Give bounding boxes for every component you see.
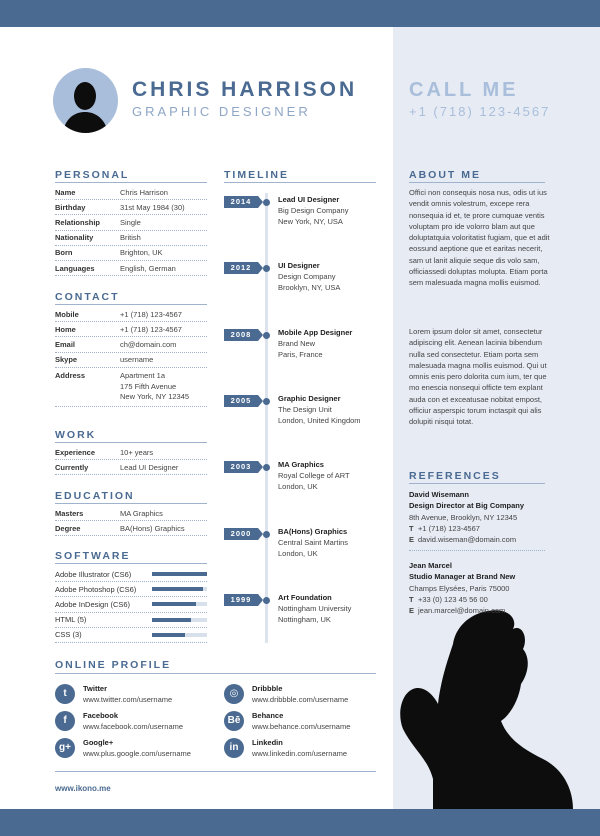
skill-bar-fill: [152, 618, 191, 622]
top-bar: [0, 0, 600, 27]
timeline-entry-title: BA(Hons) Graphics: [278, 527, 348, 536]
skill-bar-fill: [152, 633, 185, 637]
social-text: [252, 710, 350, 732]
reference-email[interactable]: jean.marcel@domain.com: [418, 606, 506, 616]
software-row: [55, 567, 207, 582]
reference-phone[interactable]: +33 (0) 123 45 56 00: [418, 594, 488, 604]
behance-icon: Bē: [224, 711, 244, 731]
social-url[interactable]: www.linkedin.com/username: [252, 749, 348, 758]
row-key: Address: [55, 371, 86, 380]
software-label: CSS (3): [55, 630, 82, 640]
row-key: Currently: [55, 462, 89, 472]
section-title-online-profile: ONLINE PROFILE: [55, 659, 172, 671]
about-paragraph-1: Offici non consequis nosa nus, odis ut ius vendit omnis volestrum, excepe rera nonsequia id et, te prore cumquae ventis voluptam pro ide volorro blam aut que doluptatquia voloritatist fugiam, que et adit eossund aeptione que et earitas necerit, sam ut lanit aliquie seque dis volo sam, officiassedi doluptas molupta. Etiam porta sem malesuada magna mollis euismod.: [409, 188, 550, 288]
address-row: [55, 371, 207, 407]
social-url[interactable]: www.plus.google.com/username: [83, 749, 191, 758]
job-title: GRAPHIC DESIGNER: [132, 104, 311, 119]
email-label: E: [409, 606, 415, 616]
contact-row: [55, 307, 207, 322]
social-text: [83, 683, 172, 705]
timeline-dot: [263, 265, 270, 272]
personal-row: [55, 200, 207, 215]
timeline-entry-detail: Brand New: [278, 339, 316, 348]
timeline-axis: [265, 193, 268, 643]
section-title-education: EDUCATION: [55, 490, 135, 502]
address-line: Apartment 1a: [120, 371, 166, 380]
divider: [409, 483, 545, 484]
skill-bar: [152, 587, 207, 591]
timeline-year: 2000: [224, 528, 258, 540]
person-avatar-icon: [53, 68, 118, 133]
software-label: Adobe InDesign (CS6): [55, 599, 131, 609]
software-list: [55, 567, 207, 643]
reference-address: 8th Avenue, Brooklyn, NY 12345: [409, 512, 518, 522]
row-value[interactable]: +1 (718) 123-4567: [120, 324, 182, 334]
personal-row: [55, 215, 207, 230]
section-title-about: ABOUT ME: [409, 169, 481, 181]
reference-phone[interactable]: +1 (718) 123-4567: [418, 523, 480, 533]
software-row: [55, 628, 207, 643]
timeline-entry-detail: Brooklyn, NY, USA: [278, 283, 341, 292]
social-name: Linkedin: [252, 738, 283, 747]
social-text: [252, 683, 348, 705]
social-name: Behance: [252, 711, 284, 720]
contact-row: [55, 322, 207, 337]
software-row: [55, 582, 207, 597]
timeline-dot: [263, 464, 270, 471]
timeline-year: 2008: [224, 329, 258, 341]
timeline-entry-title: Graphic Designer: [278, 394, 341, 403]
section-title-references: REFERENCES: [409, 470, 501, 482]
timeline-entry-detail: London, UK: [278, 549, 318, 558]
timeline-entry-detail: Paris, France: [278, 350, 323, 359]
row-key: Degree: [55, 523, 81, 533]
social-link-google[interactable]: [55, 737, 191, 759]
social-name: Twitter: [83, 684, 108, 693]
divider: [55, 503, 207, 504]
education-row: [55, 506, 207, 521]
contact-row: [55, 353, 207, 368]
row-key: Relationship: [55, 217, 101, 227]
divider: [55, 563, 207, 564]
social-url[interactable]: www.facebook.com/username: [83, 722, 184, 731]
skill-bar: [152, 618, 207, 622]
divider: [55, 442, 207, 443]
reference-role: Studio Manager at Brand New: [409, 572, 516, 582]
timeline-entry: [278, 592, 351, 625]
googleplus-icon: g+: [55, 738, 75, 758]
personal-row: [55, 261, 207, 276]
timeline-entry: [278, 260, 340, 293]
timeline-dot: [263, 597, 270, 604]
personal-row: [55, 231, 207, 246]
call-me-phone[interactable]: +1 (718) 123-4567: [409, 104, 551, 119]
divider: [224, 182, 376, 183]
social-name: Facebook: [83, 711, 119, 720]
skill-bar-fill: [152, 602, 196, 606]
timeline-entry-detail: Design Company: [278, 272, 336, 281]
dribbble-icon: ◎: [224, 684, 244, 704]
row-value: British: [120, 233, 141, 243]
timeline-entry-title: MA Graphics: [278, 460, 324, 469]
divider: [55, 771, 376, 772]
row-value: 31st May 1984 (30): [120, 202, 185, 212]
social-text: [83, 710, 183, 732]
education-row: [55, 521, 207, 536]
software-row: [55, 613, 207, 628]
about-paragraph-2: Lorem ipsum dolor sit amet, consectetur adipiscing elit. Aenean lacinia bibendum nulla sed consectetur. Etiam porta sem malesuada magna mollis euismod. Qui ut omnis enis pero dolorita cum ium, ter que mo enescia nonsequi officte tem explant auda con et exceatusae nobitat empost, officiur asperspic torum inctaspit qui alis dolupiti nisqui totat.: [409, 327, 547, 427]
skill-bar: [152, 633, 207, 637]
avatar: [53, 68, 118, 133]
row-key: Masters: [55, 508, 84, 518]
row-value: 10+ years: [120, 447, 154, 457]
timeline-dot: [263, 531, 270, 538]
timeline-entry-detail: Royal College of ART: [278, 471, 350, 480]
divider: [55, 673, 376, 674]
section-title-work: WORK: [55, 429, 97, 441]
section-title-personal: PERSONAL: [55, 169, 130, 181]
divider: [55, 182, 207, 183]
timeline-entry-title: UI Designer: [278, 261, 320, 270]
timeline-dot: [263, 332, 270, 339]
reference-item: [409, 560, 515, 616]
software-label: Adobe Illustrator (CS6): [55, 569, 132, 579]
phone-label: T: [409, 523, 414, 533]
contact-row: [55, 337, 207, 352]
skill-bar-fill: [152, 587, 203, 591]
personal-table: [55, 185, 207, 276]
facebook-icon: f: [55, 711, 75, 731]
work-table: [55, 445, 207, 475]
software-label: HTML (5): [55, 615, 87, 625]
row-value[interactable]: +1 (718) 123-4567: [120, 309, 182, 319]
reference-address: Champs Elysées, Paris 75000: [409, 583, 510, 593]
software-label: Adobe Photoshop (CS6): [55, 584, 137, 594]
row-value: English, German: [120, 263, 176, 273]
row-value: MA Graphics: [120, 508, 163, 518]
skill-bar: [152, 602, 207, 606]
personal-row: [55, 185, 207, 200]
row-key: Name: [55, 187, 76, 197]
section-title-timeline: TIMELINE: [224, 169, 289, 181]
timeline-year: 2012: [224, 262, 258, 274]
skill-bar-fill: [152, 572, 207, 576]
phone-label: T: [409, 594, 414, 604]
social-link-twitter[interactable]: [55, 683, 172, 705]
section-title-contact: CONTACT: [55, 291, 120, 303]
row-value: Chris Harrison: [120, 187, 168, 197]
social-link-facebook[interactable]: [55, 710, 183, 732]
section-title-software: SOFTWARE: [55, 550, 131, 562]
row-key: Mobile: [55, 309, 79, 319]
timeline-entry-title: Mobile App Designer: [278, 328, 353, 337]
twitter-icon: t: [55, 684, 75, 704]
reference-role: Design Director at Big Company: [409, 501, 525, 511]
row-value: Lead UI Designer: [120, 462, 179, 472]
timeline-entry-detail: Nottingham University: [278, 604, 352, 613]
email-label: E: [409, 535, 415, 545]
address-line: 175 Fifth Avenue: [120, 381, 177, 391]
divider: [409, 550, 545, 551]
reference-email[interactable]: david.wiseman@domain.com: [418, 535, 517, 545]
social-text: [83, 737, 191, 759]
timeline-entry-detail: New York, NY, USA: [278, 217, 343, 226]
skill-bar: [152, 572, 207, 576]
social-url[interactable]: www.behance.com/username: [252, 722, 351, 731]
timeline-entry-detail: London, UK: [278, 482, 318, 491]
timeline-entry-detail: The Design Unit: [278, 405, 332, 414]
timeline-entry-detail: London, United Kingdom: [278, 416, 361, 425]
social-link-dribbble[interactable]: [224, 683, 348, 705]
reference-name: David Wisemann: [409, 490, 469, 499]
call-me-title: CALL ME: [409, 79, 519, 101]
social-url[interactable]: www.dribbble.com/username: [252, 695, 349, 704]
timeline-dot: [263, 398, 270, 405]
row-value: BA(Hons) Graphics: [120, 523, 185, 533]
social-url[interactable]: www.twitter.com/username: [83, 695, 173, 704]
row-key: Skype: [55, 355, 78, 365]
education-table: [55, 506, 207, 536]
timeline-entry-detail: Central Saint Martins: [278, 538, 349, 547]
timeline-entry-detail: Nottingham, UK: [278, 615, 331, 624]
timeline-entry-detail: Big Design Company: [278, 206, 349, 215]
reference-item: [409, 489, 524, 545]
work-row: [55, 445, 207, 460]
row-value: Brighton, UK: [120, 248, 163, 258]
timeline-year: 2014: [224, 196, 258, 208]
row-key: Birthday: [55, 202, 86, 212]
divider: [55, 304, 207, 305]
social-name: Google+: [83, 738, 114, 747]
row-key: Email: [55, 339, 76, 349]
linkedin-icon: in: [224, 738, 244, 758]
contact-table: [55, 307, 207, 368]
software-row: [55, 597, 207, 612]
row-key: Nationality: [55, 233, 94, 243]
social-text: [252, 737, 347, 759]
work-row: [55, 460, 207, 475]
row-value[interactable]: ch@domain.com: [120, 339, 177, 349]
timeline-entry: [278, 393, 361, 426]
timeline-entry: [278, 526, 348, 559]
personal-row: [55, 246, 207, 261]
row-value: Single: [120, 217, 141, 227]
social-link-linkedin[interactable]: [224, 737, 347, 759]
timeline-year: 2003: [224, 461, 258, 473]
row-key: Home: [55, 324, 76, 334]
timeline-year: 1999: [224, 594, 258, 606]
timeline-entry-title: Lead UI Designer: [278, 195, 340, 204]
social-name: Dribbble: [252, 684, 283, 693]
person-silhouette-image: [393, 609, 600, 809]
bottom-bar: [0, 809, 600, 836]
footer-link[interactable]: www.ikono.me: [55, 784, 111, 793]
row-key: Languages: [55, 263, 95, 273]
divider: [409, 182, 545, 183]
timeline-entry: [278, 327, 352, 360]
timeline-entry: [278, 459, 350, 492]
timeline-year: 2005: [224, 395, 258, 407]
social-link-behance[interactable]: [224, 710, 350, 732]
page-title: CHRIS HARRISON: [132, 78, 358, 101]
timeline-dot: [263, 199, 270, 206]
timeline-entry-title: Art Foundation: [278, 593, 332, 602]
row-key: Experience: [55, 447, 96, 457]
reference-name: Jean Marcel: [409, 561, 452, 570]
row-key: Born: [55, 248, 73, 258]
row-value[interactable]: username: [120, 355, 154, 365]
address-line: New York, NY 12345: [120, 392, 190, 401]
timeline-entry: [278, 194, 348, 227]
